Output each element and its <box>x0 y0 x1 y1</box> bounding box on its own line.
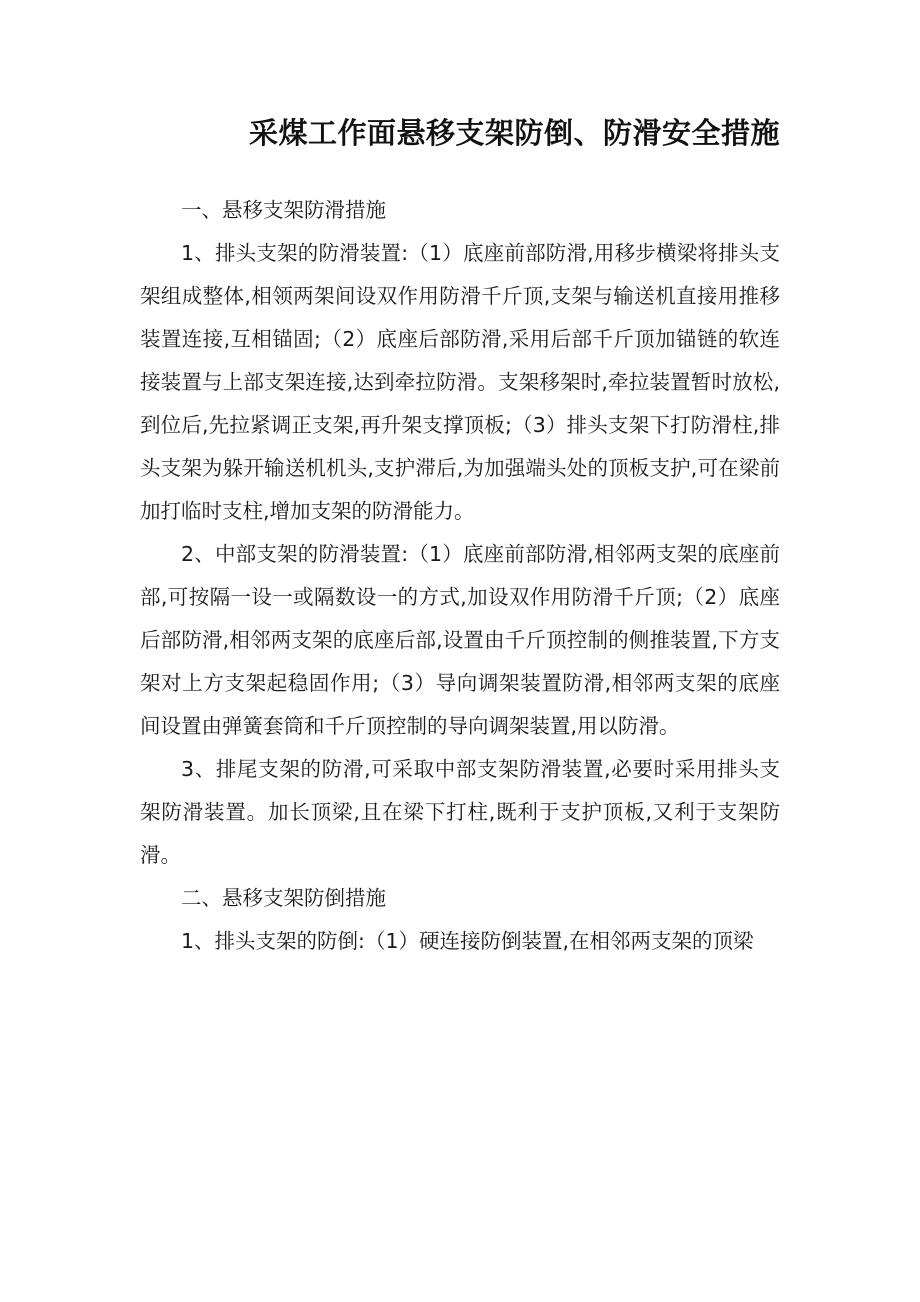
paragraph-middle-support-anti-slip: 2、中部支架的防滑装置:（1）底座前部防滑,相邻两支架的底座前部,可按隔一设一或隔数设一的方式,加设双作用防滑千斤顶;（2）底座后部防滑,相邻两支架的底座后部,设置由千斤顶控制的侧推装置,下方支架对上方支架起稳固作用;（3）导向调架装置防滑,相邻两支架的底座间设置由弹簧套筒和千斤顶控制的导向调架装置,用以防滑。 <box>140 542 780 738</box>
paragraph-tail-support-anti-slip: 3、排尾支架的防滑,可采取中部支架防滑装置,必要时采用排头支架防滑装置。加长顶梁,且在梁下打柱,既利于支护顶板,又利于支架防滑。 <box>140 757 780 867</box>
document-title: 采煤工作面悬移支架防倒、防滑安全措施 <box>248 116 780 150</box>
section-heading-anti-topple: 二、悬移支架防倒措施 <box>181 886 386 910</box>
document-body <box>140 189 780 963</box>
paragraph-head-support-anti-slip: 1、排头支架的防滑装置:（1）底座前部防滑,用移步横梁将排头支架组成整体,相领两架间设双作用防滑千斤顶,支架与输送机直接用推移装置连接,互相锚固;（2）底座后部防滑,采用后部千斤顶加锚链的软连接装置与上部支架连接,达到牵拉防滑。支架移架时,牵拉装置暂时放松,到位后,先拉紧调正支架,再升架支撑顶板;（3）排头支架下打防滑柱,排头支架为躲开输送机机头,支护滞后,为加强端头处的顶板支护,可在梁前加打临时支柱,增加支架的防滑能力。 <box>140 241 780 523</box>
section-heading-anti-slip: 一、悬移支架防滑措施 <box>181 198 386 222</box>
paragraph-head-support-anti-topple: 1、排头支架的防倒:（1）硬连接防倒装置,在相邻两支架的顶梁 <box>181 929 754 953</box>
